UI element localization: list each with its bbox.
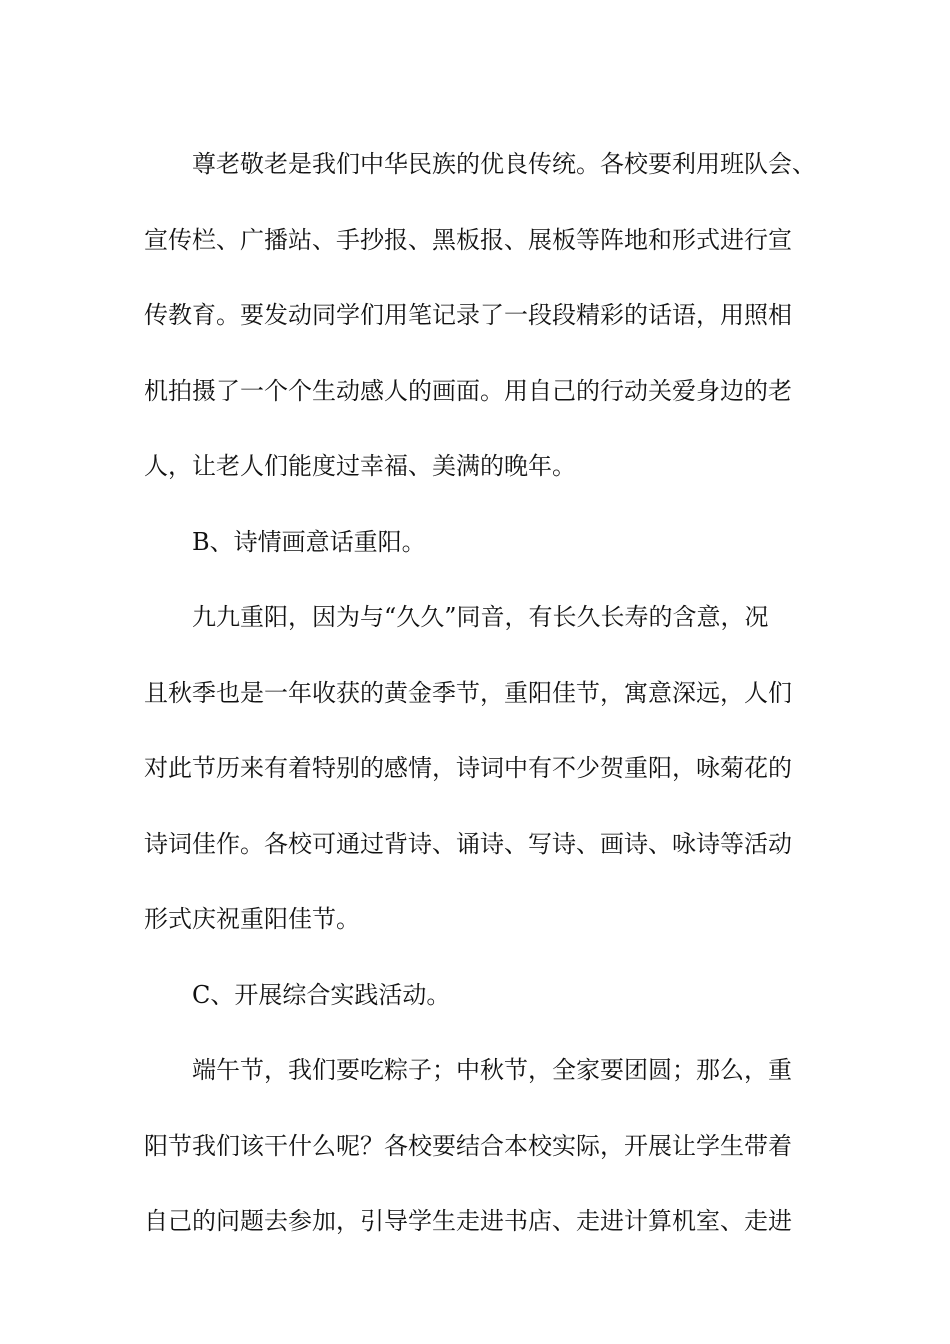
paragraph-line: 自己的问题去参加，引导学生走进书店、走进计算机室、走进 bbox=[144, 1207, 792, 1235]
paragraph-line: 传教育。要发动同学们用笔记录了一段段精彩的话语，用照相 bbox=[144, 301, 792, 329]
paragraph-line: 对此节历来有着特别的感情，诗词中有不少贺重阳，咏菊花的 bbox=[144, 754, 792, 782]
paragraph-line: 诗词佳作。各校可通过背诗、诵诗、写诗、画诗、咏诗等活动 bbox=[144, 829, 792, 858]
paragraph-line: 端午节，我们要吃粽子；中秋节，全家要团圆；那么，重 bbox=[192, 1056, 792, 1084]
paragraph-line: 九九重阳，因为与“久久”同音，有长久长寿的含意，况 bbox=[192, 603, 769, 631]
paragraph-line: 机拍摄了一个个生动感人的画面。用自己的行动关爱身边的老 bbox=[144, 376, 792, 405]
paragraph-line: 宣传栏、广播站、手抄报、黑板报、展板等阵地和形式进行宣 bbox=[144, 225, 792, 254]
document-body bbox=[144, 127, 819, 1260]
paragraph-line: 形式庆祝重阳佳节。 bbox=[144, 905, 360, 933]
paragraph-line: 阳节我们该干什么呢？各校要结合本校实际，开展让学生带着 bbox=[144, 1131, 792, 1160]
section-heading-c: C、开展综合实践活动。 bbox=[192, 980, 451, 1009]
paragraph-line: 且秋季也是一年收获的黄金季节，重阳佳节，寓意深远，人们 bbox=[144, 678, 792, 707]
paragraph-line: 尊老敬老是我们中华民族的优良传统。各校要利用班队会、 bbox=[192, 150, 816, 178]
section-heading-b: B、诗情画意话重阳。 bbox=[192, 527, 426, 556]
paragraph-line: 人，让老人们能度过幸福、美满的晚年。 bbox=[144, 452, 576, 480]
